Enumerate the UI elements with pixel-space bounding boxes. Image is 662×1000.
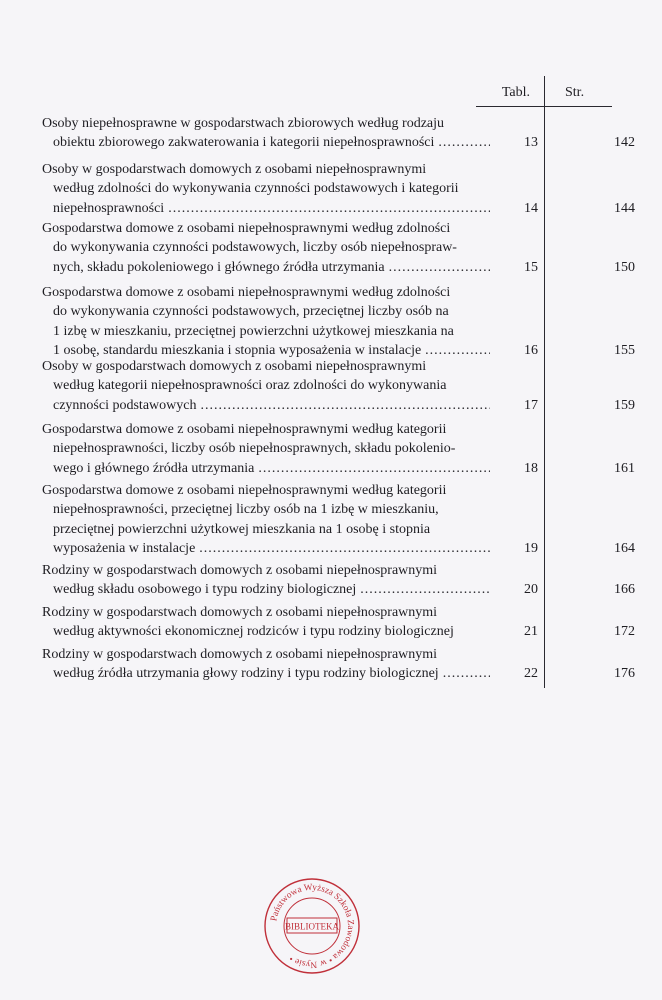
table-number: 19: [524, 541, 538, 557]
dot-leader: [258, 459, 490, 478]
header-str: Str.: [565, 85, 585, 100]
entry-title-line: czynności podstawowych: [53, 397, 197, 413]
table-number: 21: [524, 624, 538, 640]
dot-leader: [360, 580, 490, 599]
entry-title-line: Gospodarstwa domowe z osobami niepełnosprawnymi według kategorii: [42, 422, 447, 437]
stamp-ring-text: Państwowa Wyższa Szkoła Zawodowa • w Nysie •: [268, 881, 357, 971]
entry-title-line: Rodziny w gospodarstwach domowych z osobami niepełnosprawnymi: [42, 605, 438, 620]
toc-entry: [42, 481, 635, 559]
toc-entry: [42, 114, 635, 153]
toc-entry: [42, 219, 635, 277]
toc-entry: [42, 645, 635, 684]
table-number: 18: [524, 460, 538, 476]
entry-title-line: Rodziny w gospodarstwach domowych z osobami niepełnosprawnymi: [42, 563, 438, 578]
page-number: 155: [614, 343, 635, 359]
library-stamp: [262, 876, 362, 976]
entry-title-line: Osoby w gospodarstwach domowych z osobami niepełnosprawnymi: [42, 359, 427, 374]
entry-title-line: niepełnosprawności, liczby osób niepełnosprawnych, składu pokolenio-: [53, 441, 456, 457]
page-number: 176: [614, 666, 635, 682]
entry-title-line: do wykonywania czynności podstawowych, liczby osób niepełnospraw-: [53, 240, 457, 256]
entry-title-line: Gospodarstwa domowe z osobami niepełnosprawnymi według zdolności: [42, 221, 451, 236]
toc-entry: [42, 160, 635, 218]
dot-leader: [389, 258, 490, 277]
entry-title-line: według źródła utrzymania głowy rodziny i typu rodziny biologicznej: [53, 666, 439, 682]
toc-entry: [42, 420, 635, 478]
dot-leader: [199, 539, 490, 558]
dot-leader: [168, 199, 490, 218]
page-number: 142: [614, 135, 635, 151]
table-number: 20: [524, 582, 538, 598]
toc-entry: [42, 283, 635, 361]
table-number: 16: [524, 343, 538, 359]
header-underline: [476, 106, 612, 107]
entry-title-line: Gospodarstwa domowe z osobami niepełnosprawnymi według kategorii: [42, 483, 447, 498]
entry-title-line: niepełnosprawności: [53, 200, 165, 216]
entry-title-line: Rodziny w gospodarstwach domowych z osobami niepełnosprawnymi: [42, 647, 438, 662]
table-number: 22: [524, 666, 538, 682]
entry-title-line: Gospodarstwa domowe z osobami niepełnosprawnymi według zdolności: [42, 285, 451, 300]
toc-entry: [42, 561, 635, 600]
entry-title-line: według zdolności do wykonywania czynności podstawowych i kategorii: [53, 181, 459, 197]
entry-title-line: do wykonywania czynności podstawowych, przeciętnej liczby osób na: [53, 304, 449, 320]
entry-title-line: obiektu zbiorowego zakwaterowania i kategorii niepełnosprawności: [53, 135, 435, 151]
page-number: 150: [614, 259, 635, 275]
entry-title-line: wego i głównego źródła utrzymania: [53, 460, 255, 476]
entry-title-line: według kategorii niepełnosprawności oraz zdolności do wykonywania: [53, 378, 447, 394]
entry-title-line: przeciętnej powierzchni użytkowej mieszkania na 1 osobę i stopnia: [53, 521, 431, 537]
table-number: 13: [524, 135, 538, 151]
page-number: 164: [614, 541, 635, 557]
entry-title-line: wyposażenia w instalacje: [53, 541, 196, 557]
dot-leader: [443, 664, 490, 683]
page-number: 144: [614, 200, 635, 216]
dot-leader: [200, 396, 490, 415]
table-number: 17: [524, 397, 538, 413]
entry-title-line: 1 izbę w mieszkaniu, przeciętnej powierzchni użytkowej mieszkania na: [53, 323, 454, 339]
entry-title-line: według składu osobowego i typu rodziny biologicznej: [53, 582, 357, 598]
page-number: 172: [614, 624, 635, 640]
dot-leader: [438, 133, 490, 152]
entry-title-line: Osoby niepełnosprawne w gospodarstwach zbiorowych według rodzaju: [42, 116, 445, 131]
table-number: 14: [524, 200, 538, 216]
entry-title-line: według aktywności ekonomicznej rodziców i typu rodziny biologicznej: [53, 624, 454, 640]
entry-title-line: niepełnosprawności, przeciętnej liczby osób na 1 izbę w mieszkaniu,: [53, 502, 439, 518]
toc-entry: [42, 357, 635, 415]
table-number: 15: [524, 259, 538, 275]
page-number: 159: [614, 397, 635, 413]
entry-title-line: 1 osobę, standardu mieszkania i stopnia wyposażenia w instalacje: [53, 343, 422, 359]
entry-title-line: nych, składu pokoleniowego i głównego źródła utrzymania: [53, 259, 385, 275]
header-tabl: Tabl.: [501, 85, 530, 100]
toc-entry: [42, 603, 635, 642]
page-number: 166: [614, 582, 635, 598]
stamp-center-text: BIBLIOTEKA: [285, 921, 339, 932]
entry-title-line: Osoby w gospodarstwach domowych z osobami niepełnosprawnymi: [42, 162, 427, 177]
page-number: 161: [614, 460, 635, 476]
